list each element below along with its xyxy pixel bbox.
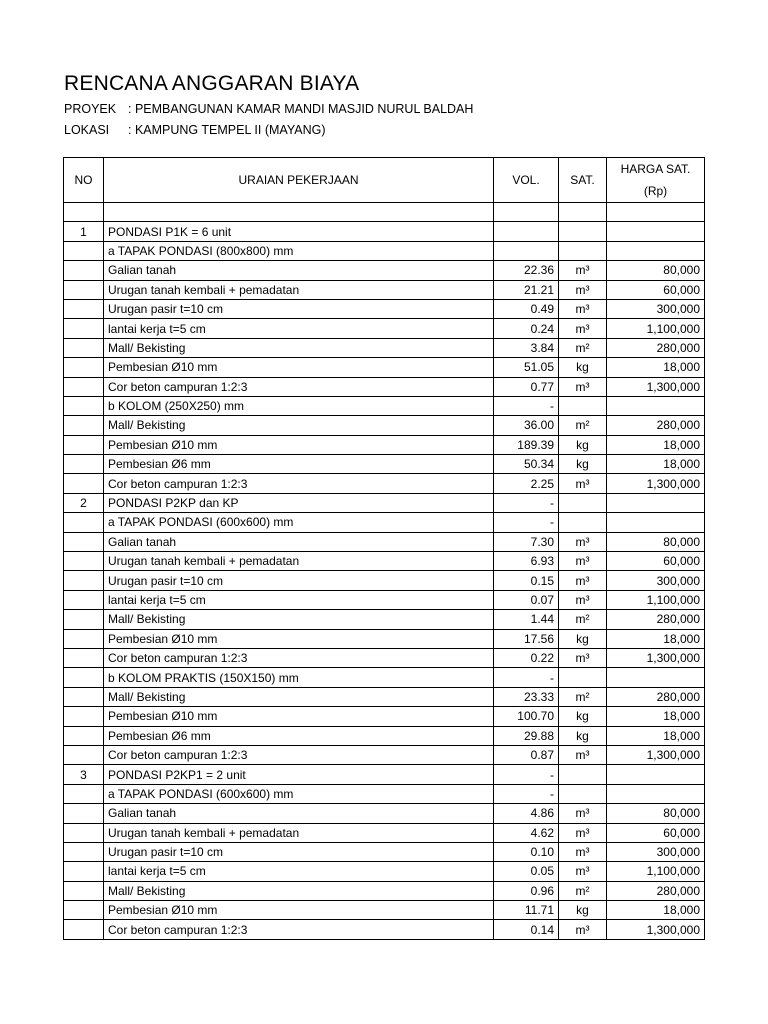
table-row [64,455,705,474]
subsection-row [64,784,705,803]
cell-sat: m³ [559,804,607,823]
cell-uraian: Urugan pasir t=10 cm [104,571,494,590]
cell-vol: 7.30 [494,532,559,551]
cell-harga [607,784,705,803]
cell-sat: kg [559,455,607,474]
cell-no [64,299,104,318]
cell-no [64,416,104,435]
cell-uraian: a TAPAK PONDASI (800x800) mm [104,241,494,260]
cell-sat [559,765,607,784]
cell-sat [559,241,607,260]
cell-vol: 51.05 [494,358,559,377]
cell-uraian: Galian tanah [104,532,494,551]
table-row [64,823,705,842]
cell-uraian: Mall/ Bekisting [104,610,494,629]
cell-uraian: Mall/ Bekisting [104,881,494,900]
cell-no [64,842,104,861]
spacer-row [64,203,705,222]
cell-no [64,435,104,454]
cell-vol: 22.36 [494,261,559,280]
cell-vol: - [494,493,559,512]
cell-sat: kg [559,726,607,745]
cell-uraian: a TAPAK PONDASI (600x600) mm [104,784,494,803]
table-row [64,590,705,609]
cell-harga: 1,300,000 [607,920,705,939]
cell-sat: m² [559,881,607,900]
cell-no [64,901,104,920]
cell-no [64,455,104,474]
cell-vol: 100.70 [494,707,559,726]
cell-vol: 0.49 [494,299,559,318]
cell-no [64,513,104,532]
table-row [64,804,705,823]
cell-uraian: Mall/ Bekisting [104,687,494,706]
cell-harga [607,222,705,241]
cell-sat: m³ [559,571,607,590]
cell-harga [607,493,705,512]
cell-sat: m³ [559,552,607,571]
project-line [64,102,473,116]
table-body [64,203,705,940]
cell-no [64,552,104,571]
cell-no [64,745,104,764]
cell-no [64,474,104,493]
cell-harga: 280,000 [607,610,705,629]
cell-vol: 0.77 [494,377,559,396]
cell-sat: m³ [559,590,607,609]
cell-sat [559,784,607,803]
document-title: RENCANA ANGGARAN BIAYA [64,72,360,95]
cell-vol: 0.22 [494,648,559,667]
cell-sat: m³ [559,299,607,318]
cell-harga: 280,000 [607,416,705,435]
cell-vol: 17.56 [494,629,559,648]
cell-no [64,241,104,260]
section-row [64,222,705,241]
cell-harga: 300,000 [607,299,705,318]
cell-harga: 1,100,000 [607,862,705,881]
cell-sat: m³ [559,319,607,338]
cell-uraian: Pembesian Ø6 mm [104,726,494,745]
cell-sat: kg [559,435,607,454]
location-label: LOKASI [64,123,110,137]
cell-uraian: Urugan pasir t=10 cm [104,842,494,861]
table-row [64,920,705,939]
cell-vol: 0.87 [494,745,559,764]
cell-harga: 60,000 [607,823,705,842]
cell-harga: 1,300,000 [607,745,705,764]
table-row [64,435,705,454]
cell-harga: 18,000 [607,435,705,454]
cell-uraian: b KOLOM (250X250) mm [104,396,494,415]
cell-no [64,862,104,881]
cell-vol: 50.34 [494,455,559,474]
cell-harga: 80,000 [607,532,705,551]
cell-vol: 29.88 [494,726,559,745]
cell-uraian: Galian tanah [104,261,494,280]
cell-vol: 2.25 [494,474,559,493]
cell-no [64,668,104,687]
cell-vol: - [494,765,559,784]
cell-vol: - [494,668,559,687]
cell-no [64,532,104,551]
cell-no [64,358,104,377]
cell-sat: kg [559,901,607,920]
cell-sat: m² [559,610,607,629]
cell-uraian [104,203,494,222]
cell-no [64,920,104,939]
cell-harga: 60,000 [607,280,705,299]
cell-sat: m² [559,687,607,706]
cell-no [64,648,104,667]
cell-sat [559,513,607,532]
table-row [64,552,705,571]
cell-sat [559,222,607,241]
cell-harga: 1,300,000 [607,648,705,667]
cell-uraian: a TAPAK PONDASI (600x600) mm [104,513,494,532]
cell-harga: 18,000 [607,358,705,377]
cell-no [64,726,104,745]
cell-no [64,687,104,706]
cell-no [64,571,104,590]
table-row [64,842,705,861]
cell-harga: 18,000 [607,629,705,648]
cell-uraian: Pembesian Ø10 mm [104,707,494,726]
section-row [64,765,705,784]
cell-vol: 4.62 [494,823,559,842]
section-row [64,493,705,512]
table-row [64,261,705,280]
cell-sat: m³ [559,745,607,764]
table-row [64,707,705,726]
cell-harga: 18,000 [607,707,705,726]
cell-sat: m³ [559,648,607,667]
cell-sat: m³ [559,842,607,861]
project-label: PROYEK [64,102,117,116]
cell-sat: m³ [559,862,607,881]
table-row [64,299,705,318]
cell-no [64,629,104,648]
header-uraian: URAIAN PEKERJAAN [104,158,494,203]
cell-vol: - [494,396,559,415]
cell-harga: 280,000 [607,881,705,900]
cell-uraian: Mall/ Bekisting [104,338,494,357]
cell-harga: 18,000 [607,455,705,474]
cell-uraian: Cor beton campuran 1:2:3 [104,920,494,939]
cell-uraian: Cor beton campuran 1:2:3 [104,377,494,396]
cell-sat: kg [559,358,607,377]
cell-uraian: Cor beton campuran 1:2:3 [104,648,494,667]
cell-uraian: PONDASI P1K = 6 unit [104,222,494,241]
cell-vol: 1.44 [494,610,559,629]
cell-uraian: Galian tanah [104,804,494,823]
cell-vol: 3.84 [494,338,559,357]
cell-sat [559,203,607,222]
cell-vol: 0.07 [494,590,559,609]
subsection-row [64,668,705,687]
location-line [64,123,325,137]
table-row [64,416,705,435]
cell-uraian: lantai kerja t=5 cm [104,862,494,881]
cell-harga [607,765,705,784]
cell-vol: 21.21 [494,280,559,299]
cell-sat [559,668,607,687]
table-row [64,474,705,493]
cell-sat: m² [559,416,607,435]
header-no: NO [64,158,104,203]
cell-vol: 0.05 [494,862,559,881]
cell-no [64,203,104,222]
cell-no [64,707,104,726]
cell-sat [559,493,607,512]
cell-vol [494,222,559,241]
cell-harga [607,396,705,415]
cell-uraian: b KOLOM PRAKTIS (150X150) mm [104,668,494,687]
cell-harga: 60,000 [607,552,705,571]
cell-uraian: Pembesian Ø10 mm [104,901,494,920]
table-row [64,862,705,881]
cell-vol: 6.93 [494,552,559,571]
cell-harga: 1,100,000 [607,590,705,609]
cell-vol [494,203,559,222]
cell-sat: m² [559,338,607,357]
cell-harga: 280,000 [607,687,705,706]
cell-uraian: lantai kerja t=5 cm [104,319,494,338]
cell-harga: 1,300,000 [607,377,705,396]
subsection-row [64,241,705,260]
cell-no [64,280,104,299]
cell-vol: 189.39 [494,435,559,454]
cell-uraian: Pembesian Ø10 mm [104,358,494,377]
cell-vol [494,241,559,260]
cell-harga [607,203,705,222]
cell-uraian: Pembesian Ø10 mm [104,435,494,454]
cell-uraian: Urugan pasir t=10 cm [104,299,494,318]
cell-harga: 300,000 [607,571,705,590]
cell-harga: 280,000 [607,338,705,357]
cell-no [64,804,104,823]
cell-uraian: Urugan tanah kembali + pemadatan [104,280,494,299]
cell-uraian: Pembesian Ø10 mm [104,629,494,648]
header-harga-line2: (Rp) [643,184,668,198]
project-value: : PEMBANGUNAN KAMAR MANDI MASJID NURUL BALDAH [128,102,474,116]
table-row [64,610,705,629]
table-row [64,319,705,338]
table-row [64,280,705,299]
cell-harga [607,241,705,260]
cell-harga: 1,100,000 [607,319,705,338]
cell-no [64,823,104,842]
cell-harga: 1,300,000 [607,474,705,493]
cell-sat: kg [559,629,607,648]
cell-vol: 0.10 [494,842,559,861]
budget-table [63,157,705,940]
cell-no [64,610,104,629]
cell-sat: m³ [559,920,607,939]
cell-harga [607,513,705,532]
cell-vol: 0.96 [494,881,559,900]
cell-no [64,590,104,609]
header-vol: VOL. [494,158,559,203]
cell-vol: - [494,513,559,532]
subsection-row [64,396,705,415]
cell-sat: m³ [559,261,607,280]
cell-uraian: Cor beton campuran 1:2:3 [104,474,494,493]
table-row [64,358,705,377]
cell-sat: m³ [559,532,607,551]
table-row [64,377,705,396]
header-harga-line1: HARGA SAT. [620,162,691,176]
location-value: : KAMPUNG TEMPEL II (MAYANG) [128,123,326,137]
cell-no: 1 [64,222,104,241]
table-row [64,532,705,551]
table-row [64,648,705,667]
cell-sat [559,396,607,415]
cell-uraian: PONDASI P2KP dan KP [104,493,494,512]
cell-no: 3 [64,765,104,784]
cell-harga: 300,000 [607,842,705,861]
table-row [64,726,705,745]
cell-sat: m³ [559,823,607,842]
cell-harga [607,668,705,687]
table-row [64,629,705,648]
header-harga [607,158,705,203]
table-row [64,338,705,357]
cell-no [64,319,104,338]
cell-harga: 80,000 [607,804,705,823]
cell-harga: 80,000 [607,261,705,280]
cell-uraian: Urugan tanah kembali + pemadatan [104,823,494,842]
cell-vol: 0.14 [494,920,559,939]
cell-no [64,377,104,396]
cell-uraian: PONDASI P2KP1 = 2 unit [104,765,494,784]
cell-sat: m³ [559,474,607,493]
cell-vol: 23.33 [494,687,559,706]
cell-uraian: Pembesian Ø6 mm [104,455,494,474]
cell-no [64,261,104,280]
cell-sat: m³ [559,280,607,299]
cell-vol: 36.00 [494,416,559,435]
cell-vol: 0.15 [494,571,559,590]
table-row [64,901,705,920]
cell-vol: 4.86 [494,804,559,823]
table-row [64,745,705,764]
table-row [64,687,705,706]
table-header-row [64,158,705,203]
cell-harga: 18,000 [607,726,705,745]
header-sat: SAT. [559,158,607,203]
cell-sat: kg [559,707,607,726]
cell-no [64,396,104,415]
cell-no [64,784,104,803]
cell-no: 2 [64,493,104,512]
subsection-row [64,513,705,532]
cell-vol: 0.24 [494,319,559,338]
cell-no [64,881,104,900]
table-row [64,881,705,900]
cell-sat: m³ [559,377,607,396]
table-row [64,571,705,590]
cell-vol: - [494,784,559,803]
cell-no [64,338,104,357]
cell-uraian: Mall/ Bekisting [104,416,494,435]
cell-vol: 11.71 [494,901,559,920]
cell-uraian: Cor beton campuran 1:2:3 [104,745,494,764]
cell-harga: 18,000 [607,901,705,920]
cell-uraian: lantai kerja t=5 cm [104,590,494,609]
cell-uraian: Urugan tanah kembali + pemadatan [104,552,494,571]
